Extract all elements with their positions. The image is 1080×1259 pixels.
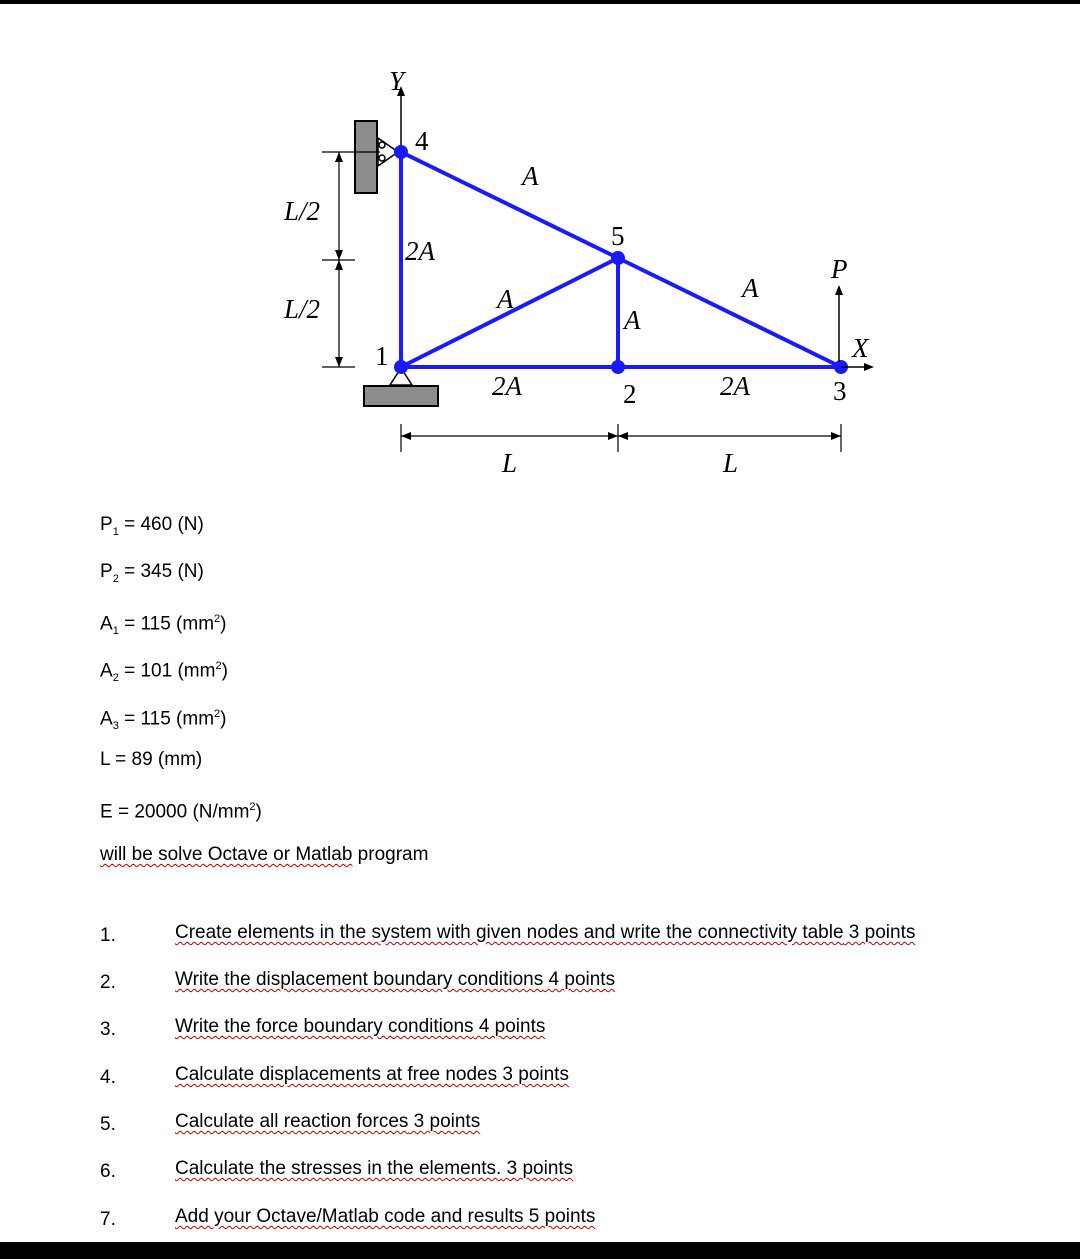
node-label-5: 5 (611, 221, 625, 251)
member-label-5-2: A (624, 305, 641, 335)
param-a1: $A_1 = 115$ $(mm^2)$ (100, 613, 227, 638)
task-item-5: Calculate all reaction forces 3 points (175, 1111, 481, 1132)
dim-arrow-b4 (831, 432, 841, 440)
member-label-1-2: 2A (492, 371, 522, 401)
node-5 (611, 251, 625, 265)
task-item-2: Write the displacement boundary conditions 4 points (175, 969, 616, 990)
task-item-7: Add your Octave/Matlab code and results 5 points (175, 1206, 596, 1227)
load-arrowhead (835, 285, 843, 295)
load-label: P (831, 254, 848, 284)
node-label-4: 4 (415, 126, 429, 156)
task-number: 6. (100, 1161, 116, 1182)
task-item-1: Create elements in the system with given nodes and write the connectivity table 3 points (175, 922, 916, 943)
dim-label-bottom-1: L (502, 448, 518, 478)
node-4 (394, 145, 408, 159)
dim-arrow-b1 (401, 432, 411, 440)
program-note: will be solve Octave or Matlab program (100, 844, 429, 865)
wall-support (355, 121, 377, 193)
dim-arrow-top (335, 152, 343, 162)
param-length: L = 89 (mm) (100, 749, 203, 770)
y-axis-label: Y (389, 66, 405, 96)
task-number: 3. (100, 1019, 116, 1040)
task-number: 4. (100, 1067, 116, 1088)
task-number: 2. (100, 972, 116, 993)
node-2 (611, 360, 625, 374)
task-number: 5. (100, 1114, 116, 1135)
member-label-4-5: A (522, 161, 539, 191)
x-axis-label: X (852, 333, 869, 363)
task-number: 7. (100, 1209, 116, 1230)
member-label-1-4: 2A (405, 236, 435, 266)
member-label-2-3: 2A (720, 371, 750, 401)
member-label-1-5: A (497, 284, 514, 314)
param-modulus: E = 20000 $(N/mm^2)$ (100, 801, 262, 823)
task-number: 1. (100, 925, 116, 946)
node-1 (394, 360, 408, 374)
dim-label-left-upper: L/2 (284, 196, 321, 226)
x-axis-arrowhead (864, 363, 874, 371)
param-p2: $P_2 = 345$ (N) (100, 561, 204, 585)
dim-arrow-mid-down (335, 260, 343, 270)
param-p1: $P_1 = 460$ (N) (100, 514, 204, 538)
param-a3: $A_3 = 115$ $(mm^2)$ (100, 708, 227, 733)
dim-arrow-mid-up (335, 250, 343, 260)
node-label-1: 1 (375, 341, 389, 371)
dim-label-bottom-2: L (723, 448, 739, 478)
bottom-border (0, 1242, 1080, 1259)
member-5-3 (618, 258, 841, 367)
dim-label-left-lower: L/2 (284, 294, 321, 324)
member-label-5-3: A (742, 273, 759, 303)
node-label-3: 3 (833, 376, 847, 406)
dim-arrow-b3 (618, 432, 628, 440)
dim-arrow-bottom (335, 357, 343, 367)
task-item-3: Write the force boundary conditions 4 points (175, 1016, 546, 1037)
dim-arrow-b2 (608, 432, 618, 440)
task-item-6: Calculate the stresses in the elements. 3 points (175, 1158, 574, 1179)
node-label-2: 2 (623, 379, 637, 409)
truss-diagram (0, 0, 1080, 500)
param-a2: $A_2 = 101$ $(mm^2)$ (100, 660, 228, 685)
task-item-4: Calculate displacements at free nodes 3 points (175, 1064, 569, 1085)
ground-support (364, 386, 438, 406)
